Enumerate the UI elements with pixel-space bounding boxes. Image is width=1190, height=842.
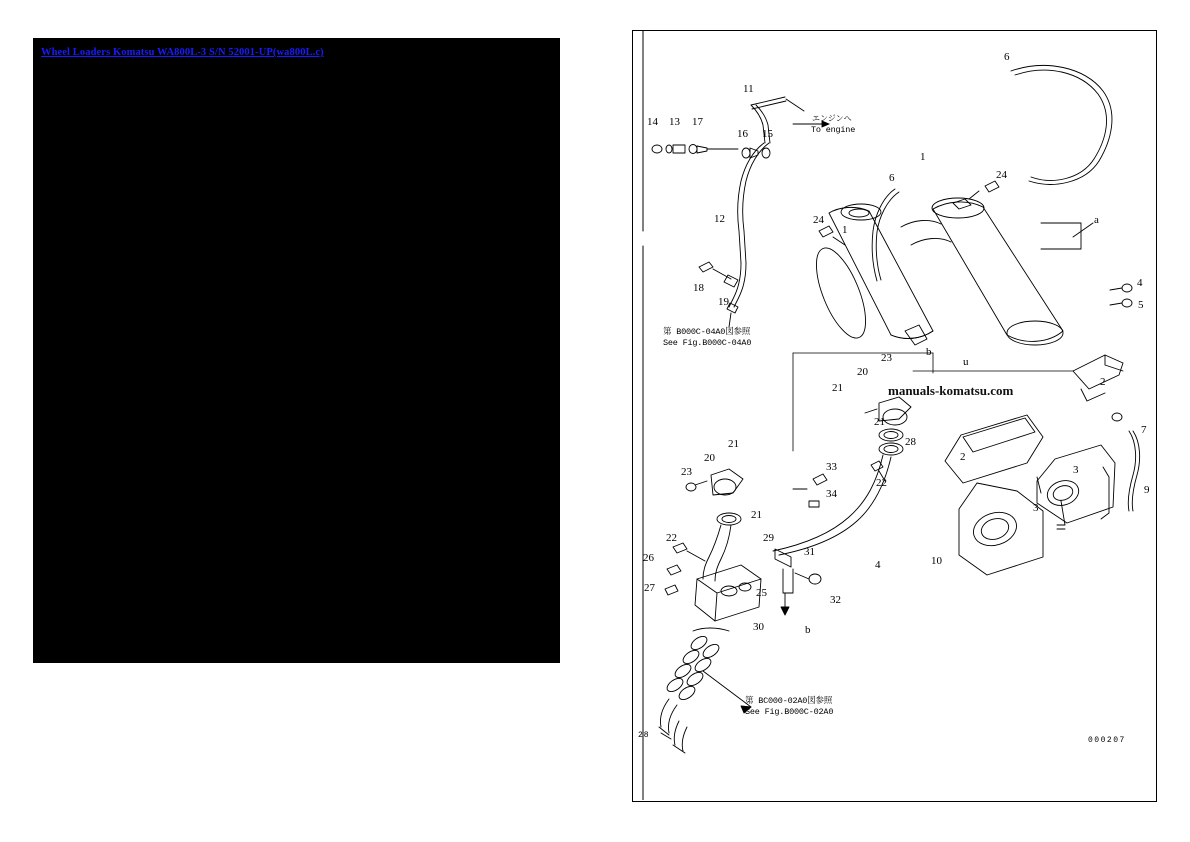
item-number: 4 [875,559,881,571]
parts-diagram-illustration [633,31,1155,800]
item-number: 18 [693,282,704,294]
item-number: 1 [920,151,926,163]
item-number: 20 [857,366,868,378]
item-number: 32 [830,594,841,606]
item-number: 20 [704,452,715,464]
item-number: 19 [718,296,729,308]
item-number: a [1094,214,1099,226]
left-preview-panel [33,38,560,663]
item-number: 6 [1004,51,1010,63]
item-number: 6 [889,172,895,184]
document-title-link[interactable]: Wheel Loaders Komatsu WA800L-3 S/N 52001-UP(wa800L.c) [41,47,324,58]
item-number: 17 [692,116,703,128]
item-number: 3 [1073,464,1079,476]
item-number: 25 [756,587,767,599]
item-number: 12 [714,213,725,225]
note-en-2: See Fig.B000C-02A0 [745,707,834,717]
item-number: b [926,346,932,358]
parts-diagram-panel [632,30,1157,802]
callout-to-engine-jp: エンジンへ [812,114,852,123]
note-jp-1: 第 B000C-04A0図参照 [663,327,751,337]
note-en-1: See Fig.B000C-04A0 [663,338,752,348]
item-number: 23 [881,352,892,364]
item-number: u [963,356,969,368]
item-number: 22 [876,477,887,489]
item-number: 10 [931,555,942,567]
item-number: 5 [1138,299,1144,311]
item-number: 21 [728,438,739,450]
item-number: 24 [813,214,824,226]
item-number: 21 [751,509,762,521]
watermark-text: manuals-komatsu.com [888,383,1014,398]
note-jp-2: 第 BC000-02A0図参照 [745,696,833,706]
item-number: 21 [832,382,843,394]
item-number: 26 [643,552,654,564]
item-number: 33 [826,461,837,473]
item-number: 15 [762,128,773,140]
item-number: 1 [842,224,848,236]
item-number: 4 [1137,277,1143,289]
item-number: 22 [666,532,677,544]
item-number: 2 [1100,376,1106,388]
item-number: 7 [1141,424,1147,436]
item-number: b [805,624,811,636]
item-number: 27 [644,582,655,594]
item-number: 2 [960,451,966,463]
item-number: 9 [1144,484,1150,496]
item-number: 31 [804,546,815,558]
item-number: 28 [905,436,916,448]
item-number: 11 [743,83,754,95]
item-number: 23 [681,466,692,478]
item-number: 16 [737,128,748,140]
item-number: 14 [647,116,658,128]
item-number: 34 [826,488,837,500]
callout-to-engine-en: To engine [811,125,856,135]
item-number: 3 [1033,502,1039,514]
item-number: 30 [753,621,764,633]
item-number: 13 [669,116,680,128]
figure-code: 000207 [1088,736,1126,745]
item-number: 29 [763,532,774,544]
page-number: 28 [638,731,650,740]
item-number: 24 [996,169,1007,181]
item-number: 21 [874,416,885,428]
